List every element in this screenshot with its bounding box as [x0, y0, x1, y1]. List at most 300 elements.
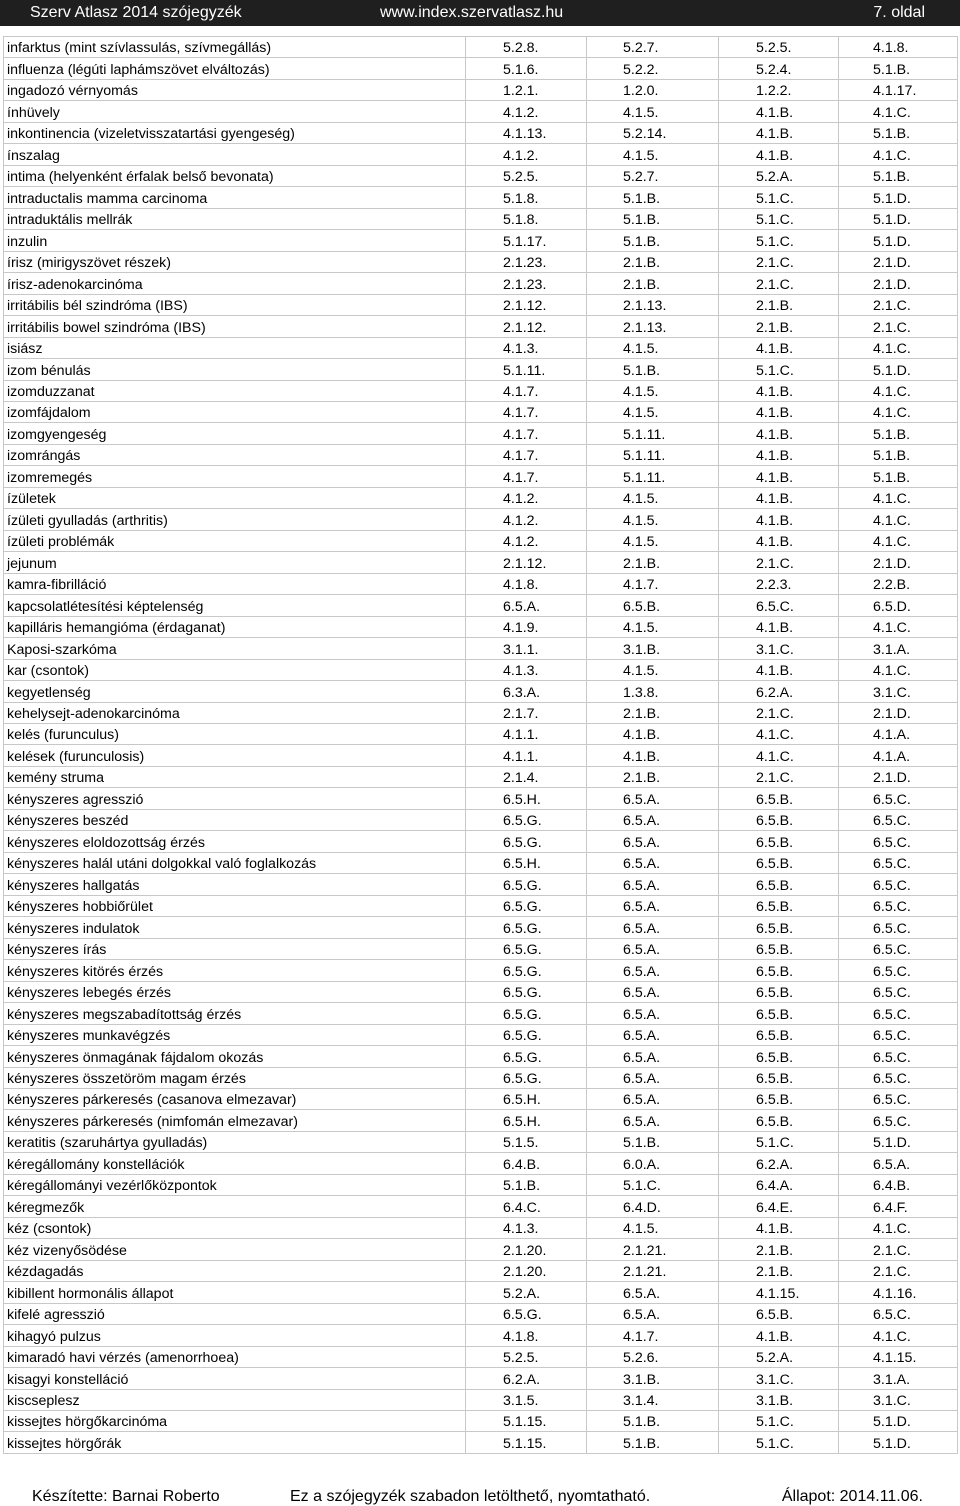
code-cell-2: 5.1.B.	[587, 208, 719, 229]
table-row	[4, 37, 958, 58]
code-cell-3: 6.5.C.	[719, 595, 839, 616]
code-cell-4: 4.1.C.	[839, 509, 958, 530]
code-cell-3: 6.5.B.	[719, 1046, 839, 1067]
code-cell-1: 4.1.9.	[466, 616, 587, 637]
code-cell-2: 5.1.B.	[587, 359, 719, 380]
code-cell-1: 4.1.1.	[466, 745, 587, 766]
term-cell: kihagyó pulzus	[4, 1325, 466, 1346]
table-row	[4, 1110, 958, 1131]
term-cell: ízületi problémák	[4, 530, 466, 551]
term-cell: jejunum	[4, 552, 466, 573]
term-cell: kényszeres munkavégzés	[4, 1024, 466, 1045]
code-cell-4: 5.1.B.	[839, 58, 958, 79]
table-row	[4, 788, 958, 809]
code-cell-4: 4.1.16.	[839, 1282, 958, 1303]
table-row	[4, 165, 958, 186]
table-row	[4, 702, 958, 723]
code-cell-4: 6.5.C.	[839, 917, 958, 938]
table-row	[4, 144, 958, 165]
code-cell-2: 1.2.0.	[587, 79, 719, 100]
code-cell-1: 6.5.H.	[466, 788, 587, 809]
term-cell: ízületi gyulladás (arthritis)	[4, 509, 466, 530]
page-number: 7. oldal	[873, 4, 925, 21]
code-cell-4: 3.1.A.	[839, 638, 958, 659]
term-cell: kifelé agresszió	[4, 1303, 466, 1324]
table-row	[4, 509, 958, 530]
code-cell-3: 6.5.B.	[719, 917, 839, 938]
code-cell-2: 6.5.A.	[587, 1046, 719, 1067]
code-cell-3: 5.2.5.	[719, 37, 839, 58]
term-cell: kéregállomány konstellációk	[4, 1153, 466, 1174]
code-cell-4: 5.1.D.	[839, 208, 958, 229]
code-cell-3: 6.5.B.	[719, 1088, 839, 1109]
code-cell-1: 5.1.8.	[466, 208, 587, 229]
term-cell: kar (csontok)	[4, 659, 466, 680]
code-cell-3: 4.1.B.	[719, 530, 839, 551]
code-cell-4: 6.5.C.	[839, 1303, 958, 1324]
term-cell: kamra-fibrilláció	[4, 573, 466, 594]
code-cell-3: 6.5.B.	[719, 1024, 839, 1045]
code-cell-4: 5.1.B.	[839, 122, 958, 143]
code-cell-4: 6.5.C.	[839, 831, 958, 852]
code-cell-2: 5.1.C.	[587, 1174, 719, 1195]
code-cell-1: 6.5.G.	[466, 1303, 587, 1324]
code-cell-4: 4.1.C.	[839, 101, 958, 122]
code-cell-3: 6.5.B.	[719, 809, 839, 830]
code-cell-1: 2.1.23.	[466, 251, 587, 272]
code-cell-3: 5.1.C.	[719, 208, 839, 229]
code-cell-3: 2.1.C.	[719, 251, 839, 272]
term-cell: irritábilis bél szindróma (IBS)	[4, 294, 466, 315]
code-cell-3: 4.1.B.	[719, 659, 839, 680]
code-cell-4: 4.1.C.	[839, 401, 958, 422]
table-row	[4, 1346, 958, 1367]
code-cell-1: 4.1.2.	[466, 530, 587, 551]
code-cell-4: 6.5.C.	[839, 981, 958, 1002]
page-header	[0, 0, 960, 26]
code-cell-3: 5.1.C.	[719, 230, 839, 251]
table-row	[4, 1174, 958, 1195]
term-cell: kimaradó havi vérzés (amenorrhoea)	[4, 1346, 466, 1367]
table-row	[4, 895, 958, 916]
code-cell-3: 6.5.B.	[719, 831, 839, 852]
term-cell: kapilláris hemangióma (érdaganat)	[4, 616, 466, 637]
code-cell-2: 6.5.A.	[587, 1003, 719, 1024]
code-cell-1: 6.5.G.	[466, 1024, 587, 1045]
code-cell-4: 6.5.C.	[839, 938, 958, 959]
term-cell: izom bénulás	[4, 359, 466, 380]
code-cell-2: 6.5.A.	[587, 1282, 719, 1303]
term-cell: kissejtes hörgőrák	[4, 1432, 466, 1453]
code-cell-2: 6.5.B.	[587, 595, 719, 616]
code-cell-1: 6.5.G.	[466, 895, 587, 916]
footer-author: Készítette: Barnai Roberto	[32, 1488, 220, 1505]
code-cell-2: 4.1.7.	[587, 573, 719, 594]
code-cell-1: 5.2.A.	[466, 1282, 587, 1303]
code-cell-2: 5.1.B.	[587, 230, 719, 251]
code-cell-3: 4.1.B.	[719, 444, 839, 465]
code-cell-1: 5.2.8.	[466, 37, 587, 58]
code-cell-2: 4.1.5.	[587, 509, 719, 530]
code-cell-4: 6.5.C.	[839, 809, 958, 830]
code-cell-4: 4.1.C.	[839, 616, 958, 637]
table-row	[4, 1217, 958, 1238]
code-cell-1: 5.2.5.	[466, 165, 587, 186]
table-row	[4, 724, 958, 745]
code-cell-1: 1.2.1.	[466, 79, 587, 100]
table-row	[4, 1196, 958, 1217]
code-cell-4: 2.1.C.	[839, 294, 958, 315]
code-cell-3: 4.1.B.	[719, 144, 839, 165]
table-row	[4, 1411, 958, 1432]
code-cell-1: 4.1.8.	[466, 1325, 587, 1346]
table-row	[4, 1368, 958, 1389]
code-cell-4: 6.5.C.	[839, 1088, 958, 1109]
code-cell-2: 5.1.11.	[587, 466, 719, 487]
code-cell-1: 4.1.7.	[466, 380, 587, 401]
code-cell-4: 4.1.C.	[839, 380, 958, 401]
code-cell-4: 6.5.A.	[839, 1153, 958, 1174]
code-cell-1: 6.5.G.	[466, 831, 587, 852]
code-cell-1: 5.1.15.	[466, 1432, 587, 1453]
table-row	[4, 1282, 958, 1303]
table-row	[4, 294, 958, 315]
table-row	[4, 766, 958, 787]
code-cell-1: 4.1.2.	[466, 509, 587, 530]
code-cell-2: 5.1.B.	[587, 1131, 719, 1152]
table-row	[4, 1067, 958, 1088]
code-cell-3: 2.1.B.	[719, 1239, 839, 1260]
code-cell-1: 5.1.6.	[466, 58, 587, 79]
code-cell-1: 5.1.11.	[466, 359, 587, 380]
code-cell-3: 5.1.C.	[719, 187, 839, 208]
term-cell: kibillent hormonális állapot	[4, 1282, 466, 1303]
code-cell-3: 4.1.C.	[719, 724, 839, 745]
term-cell: ízületek	[4, 487, 466, 508]
term-cell: kéregállományi vezérlőközpontok	[4, 1174, 466, 1195]
code-cell-2: 6.5.A.	[587, 1303, 719, 1324]
code-cell-4: 4.1.C.	[839, 659, 958, 680]
code-cell-3: 2.1.C.	[719, 766, 839, 787]
table-row	[4, 809, 958, 830]
code-cell-3: 2.1.C.	[719, 273, 839, 294]
code-cell-4: 6.5.C.	[839, 895, 958, 916]
term-cell: kényszeres írás	[4, 938, 466, 959]
code-cell-2: 3.1.B.	[587, 638, 719, 659]
code-cell-2: 4.1.5.	[587, 487, 719, 508]
code-cell-4: 4.1.C.	[839, 1217, 958, 1238]
code-cell-1: 4.1.7.	[466, 466, 587, 487]
code-cell-4: 3.1.C.	[839, 681, 958, 702]
code-cell-1: 6.5.G.	[466, 938, 587, 959]
term-cell: kelések (furunculosis)	[4, 745, 466, 766]
table-row	[4, 401, 958, 422]
code-cell-1: 5.1.8.	[466, 187, 587, 208]
code-cell-3: 4.1.15.	[719, 1282, 839, 1303]
code-cell-4: 2.1.C.	[839, 1239, 958, 1260]
code-cell-2: 4.1.5.	[587, 530, 719, 551]
code-cell-1: 5.1.17.	[466, 230, 587, 251]
code-cell-2: 2.1.B.	[587, 766, 719, 787]
code-cell-3: 2.1.B.	[719, 316, 839, 337]
code-cell-3: 2.1.B.	[719, 294, 839, 315]
document-title: Szerv Atlasz 2014 szójegyzék	[30, 4, 242, 21]
term-cell: kényszeres halál utáni dolgokkal való foglalkozás	[4, 852, 466, 873]
term-cell: kényszeres párkeresés (casanova elmezavar)	[4, 1088, 466, 1109]
code-cell-1: 6.3.A.	[466, 681, 587, 702]
code-cell-4: 5.1.D.	[839, 1131, 958, 1152]
code-cell-4: 3.1.A.	[839, 1368, 958, 1389]
code-cell-4: 6.5.C.	[839, 1067, 958, 1088]
table-row	[4, 1260, 958, 1281]
code-cell-3: 5.2.A.	[719, 1346, 839, 1367]
term-cell: izomrángás	[4, 444, 466, 465]
code-cell-2: 6.5.A.	[587, 917, 719, 938]
code-cell-2: 4.1.5.	[587, 401, 719, 422]
code-cell-3: 5.1.C.	[719, 1411, 839, 1432]
code-cell-4: 5.1.B.	[839, 466, 958, 487]
code-cell-4: 4.1.C.	[839, 337, 958, 358]
term-cell: isiász	[4, 337, 466, 358]
term-cell: ingadozó vérnyomás	[4, 79, 466, 100]
code-cell-1: 2.1.7.	[466, 702, 587, 723]
table-row	[4, 316, 958, 337]
code-cell-3: 4.1.B.	[719, 509, 839, 530]
code-cell-4: 4.1.C.	[839, 487, 958, 508]
code-cell-1: 6.5.G.	[466, 874, 587, 895]
code-cell-1: 6.5.H.	[466, 852, 587, 873]
code-cell-1: 2.1.20.	[466, 1260, 587, 1281]
term-cell: kényszeres önmagának fájdalom okozás	[4, 1046, 466, 1067]
table-row	[4, 273, 958, 294]
term-cell: inkontinencia (vizeletvisszatartási gyengeség)	[4, 122, 466, 143]
table-row	[4, 831, 958, 852]
term-cell: kényszeres lebegés érzés	[4, 981, 466, 1002]
code-cell-3: 6.4.E.	[719, 1196, 839, 1217]
term-cell: kényszeres összetöröm magam érzés	[4, 1067, 466, 1088]
code-cell-2: 2.1.B.	[587, 273, 719, 294]
code-cell-4: 4.1.C.	[839, 144, 958, 165]
term-cell: intima (helyenként érfalak belső bevonata)	[4, 165, 466, 186]
table-row	[4, 101, 958, 122]
term-cell: infarktus (mint szívlassulás, szívmegállás)	[4, 37, 466, 58]
code-cell-2: 4.1.5.	[587, 144, 719, 165]
term-cell: kényszeres kitörés érzés	[4, 960, 466, 981]
code-cell-4: 5.1.D.	[839, 1411, 958, 1432]
table-row	[4, 1325, 958, 1346]
code-cell-4: 6.5.C.	[839, 852, 958, 873]
code-cell-3: 6.5.B.	[719, 960, 839, 981]
code-cell-4: 6.5.C.	[839, 1024, 958, 1045]
code-cell-4: 6.5.C.	[839, 874, 958, 895]
code-cell-2: 6.5.A.	[587, 788, 719, 809]
term-cell: kényszeres megszabadítottság érzés	[4, 1003, 466, 1024]
table-row	[4, 1153, 958, 1174]
term-cell: kéregmezők	[4, 1196, 466, 1217]
code-cell-2: 6.5.A.	[587, 852, 719, 873]
code-cell-1: 4.1.3.	[466, 659, 587, 680]
term-cell: írisz (mirigyszövet részek)	[4, 251, 466, 272]
code-cell-1: 2.1.12.	[466, 316, 587, 337]
code-cell-4: 2.1.D.	[839, 766, 958, 787]
code-cell-3: 6.5.B.	[719, 981, 839, 1002]
code-cell-2: 2.1.B.	[587, 702, 719, 723]
code-cell-2: 2.1.B.	[587, 552, 719, 573]
code-cell-4: 5.1.D.	[839, 187, 958, 208]
term-cell: kiscseplesz	[4, 1389, 466, 1410]
table-row	[4, 960, 958, 981]
code-cell-2: 5.1.11.	[587, 444, 719, 465]
code-cell-4: 4.1.C.	[839, 1325, 958, 1346]
table-row	[4, 251, 958, 272]
code-cell-3: 4.1.B.	[719, 122, 839, 143]
code-cell-1: 6.5.G.	[466, 1046, 587, 1067]
term-cell: kapcsolatlétesítési képtelenség	[4, 595, 466, 616]
code-cell-1: 6.5.G.	[466, 1003, 587, 1024]
term-cell: intraductalis mamma carcinoma	[4, 187, 466, 208]
code-cell-4: 6.5.C.	[839, 960, 958, 981]
code-cell-3: 5.1.C.	[719, 1432, 839, 1453]
term-cell: kemény struma	[4, 766, 466, 787]
code-cell-3: 2.2.3.	[719, 573, 839, 594]
code-cell-4: 5.1.D.	[839, 359, 958, 380]
table-row	[4, 337, 958, 358]
code-cell-3: 1.2.2.	[719, 79, 839, 100]
code-cell-2: 6.0.A.	[587, 1153, 719, 1174]
code-cell-3: 6.2.A.	[719, 681, 839, 702]
code-cell-1: 6.5.G.	[466, 960, 587, 981]
code-cell-2: 5.2.2.	[587, 58, 719, 79]
code-cell-2: 6.5.A.	[587, 1067, 719, 1088]
code-cell-2: 5.2.7.	[587, 165, 719, 186]
term-cell: kéz vizenyősödése	[4, 1239, 466, 1260]
footer-note: Ez a szójegyzék szabadon letölthető, nyomtatható.	[290, 1488, 651, 1505]
code-cell-1: 6.5.H.	[466, 1088, 587, 1109]
code-cell-3: 4.1.B.	[719, 1217, 839, 1238]
code-cell-1: 6.4.B.	[466, 1153, 587, 1174]
table-row	[4, 487, 958, 508]
table-row	[4, 1131, 958, 1152]
code-cell-1: 5.1.5.	[466, 1131, 587, 1152]
code-cell-3: 4.1.B.	[719, 487, 839, 508]
table-row	[4, 981, 958, 1002]
code-cell-3: 5.1.C.	[719, 1131, 839, 1152]
code-cell-4: 4.1.17.	[839, 79, 958, 100]
table-row	[4, 530, 958, 551]
table-row	[4, 1239, 958, 1260]
code-cell-3: 4.1.B.	[719, 380, 839, 401]
website-url[interactable]: www.index.szervatlasz.hu	[380, 4, 564, 21]
code-cell-2: 6.5.A.	[587, 938, 719, 959]
code-cell-2: 4.1.5.	[587, 101, 719, 122]
code-cell-4: 5.1.D.	[839, 1432, 958, 1453]
table-row	[4, 659, 958, 680]
table-row	[4, 122, 958, 143]
term-cell: izomduzzanat	[4, 380, 466, 401]
code-cell-2: 5.2.14.	[587, 122, 719, 143]
table-row	[4, 874, 958, 895]
code-cell-2: 5.1.B.	[587, 1432, 719, 1453]
code-cell-3: 6.5.B.	[719, 874, 839, 895]
table-row	[4, 1024, 958, 1045]
term-cell: izomgyengeség	[4, 423, 466, 444]
table-row	[4, 466, 958, 487]
code-cell-4: 2.1.C.	[839, 316, 958, 337]
code-cell-4: 5.1.B.	[839, 444, 958, 465]
code-cell-2: 6.5.A.	[587, 831, 719, 852]
code-cell-2: 2.1.21.	[587, 1239, 719, 1260]
code-cell-2: 5.2.7.	[587, 37, 719, 58]
code-cell-3: 3.1.C.	[719, 638, 839, 659]
table-row	[4, 1046, 958, 1067]
code-cell-1: 5.1.15.	[466, 1411, 587, 1432]
table-row	[4, 638, 958, 659]
code-cell-1: 2.1.23.	[466, 273, 587, 294]
code-cell-2: 6.4.D.	[587, 1196, 719, 1217]
code-cell-2: 2.1.21.	[587, 1260, 719, 1281]
code-cell-3: 6.5.B.	[719, 1067, 839, 1088]
code-cell-1: 4.1.7.	[466, 444, 587, 465]
code-cell-2: 6.5.A.	[587, 874, 719, 895]
table-row	[4, 444, 958, 465]
code-cell-2: 6.5.A.	[587, 1024, 719, 1045]
code-cell-3: 3.1.B.	[719, 1389, 839, 1410]
table-row	[4, 681, 958, 702]
code-cell-2: 2.1.B.	[587, 251, 719, 272]
code-cell-2: 6.5.A.	[587, 1088, 719, 1109]
code-cell-2: 4.1.5.	[587, 337, 719, 358]
code-cell-4: 4.1.15.	[839, 1346, 958, 1367]
term-cell: kényszeres párkeresés (nimfomán elmezavar)	[4, 1110, 466, 1131]
code-cell-3: 6.5.B.	[719, 788, 839, 809]
code-cell-4: 2.1.D.	[839, 552, 958, 573]
code-cell-2: 6.5.A.	[587, 895, 719, 916]
code-cell-4: 6.5.C.	[839, 1046, 958, 1067]
code-cell-1: 4.1.3.	[466, 1217, 587, 1238]
code-cell-2: 4.1.5.	[587, 659, 719, 680]
code-cell-1: 6.4.C.	[466, 1196, 587, 1217]
code-cell-2: 2.1.13.	[587, 294, 719, 315]
term-cell: kehelysejt-adenokarcinóma	[4, 702, 466, 723]
table-row	[4, 616, 958, 637]
table-row	[4, 58, 958, 79]
table-row	[4, 938, 958, 959]
code-cell-3: 6.5.B.	[719, 938, 839, 959]
term-cell: kelés (furunculus)	[4, 724, 466, 745]
table-row	[4, 552, 958, 573]
code-cell-4: 3.1.C.	[839, 1389, 958, 1410]
footer-state-date: Állapot: 2014.11.06.	[781, 1488, 923, 1505]
code-cell-1: 6.5.A.	[466, 595, 587, 616]
code-cell-4: 5.1.D.	[839, 230, 958, 251]
code-cell-2: 6.5.A.	[587, 981, 719, 1002]
code-cell-2: 4.1.7.	[587, 1325, 719, 1346]
code-cell-3: 2.1.C.	[719, 552, 839, 573]
code-cell-1: 6.2.A.	[466, 1368, 587, 1389]
table-row	[4, 187, 958, 208]
table-row	[4, 79, 958, 100]
code-cell-1: 4.1.2.	[466, 144, 587, 165]
term-cell: inzulin	[4, 230, 466, 251]
code-cell-1: 2.1.12.	[466, 552, 587, 573]
table-row	[4, 852, 958, 873]
table-row	[4, 745, 958, 766]
table-row	[4, 359, 958, 380]
term-cell: kényszeres eloldozottság érzés	[4, 831, 466, 852]
code-cell-3: 4.1.B.	[719, 337, 839, 358]
code-cell-1: 4.1.8.	[466, 573, 587, 594]
code-cell-4: 6.5.D.	[839, 595, 958, 616]
